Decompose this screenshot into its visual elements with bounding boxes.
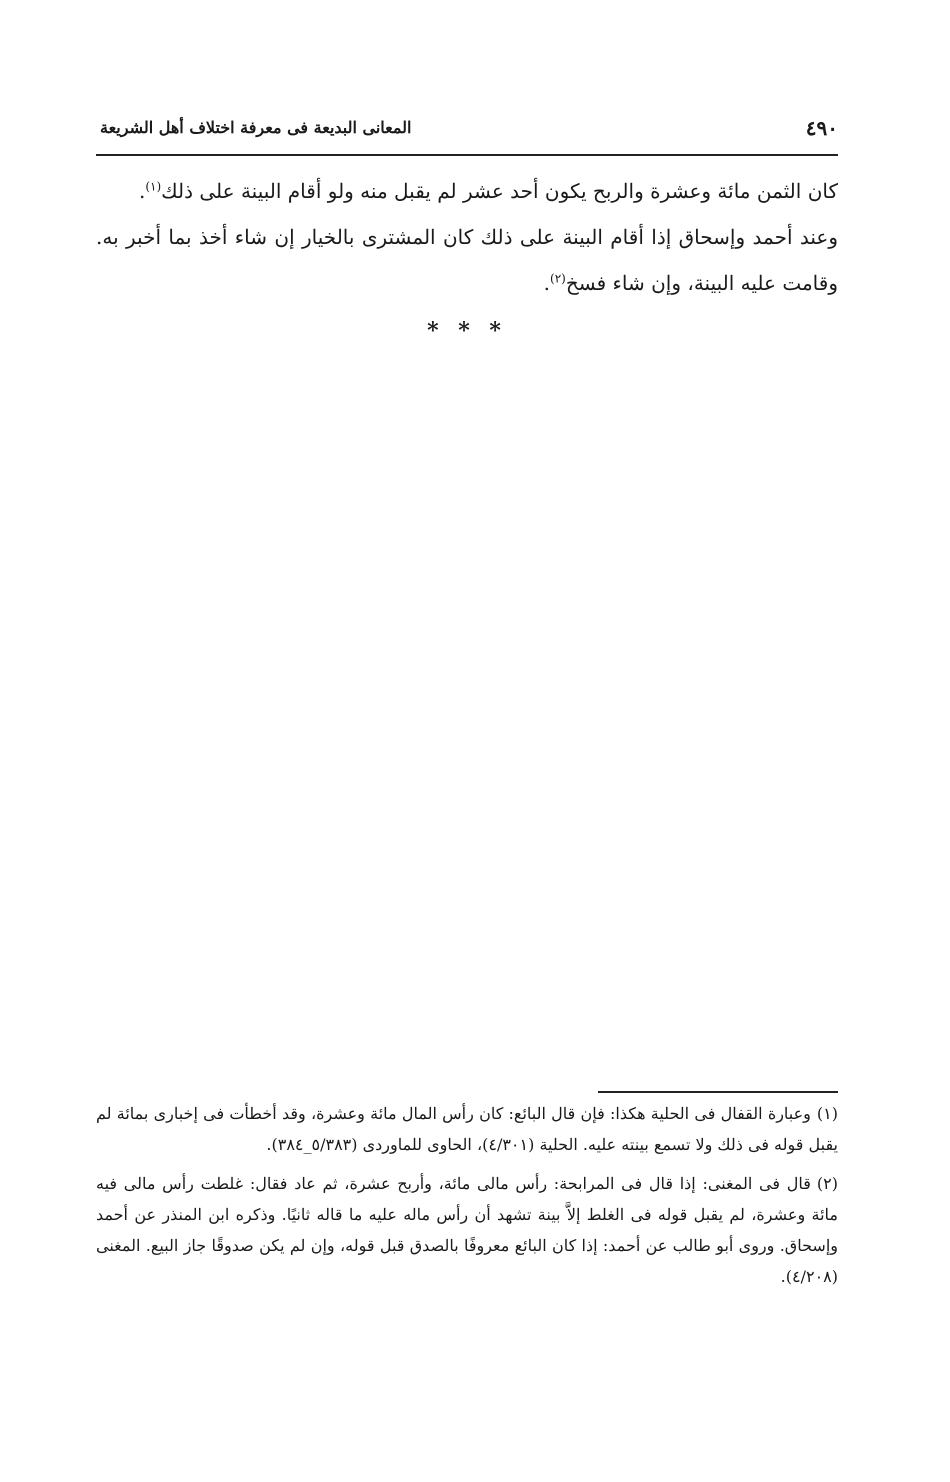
paragraph-1 bbox=[96, 168, 838, 214]
paragraph-2 bbox=[96, 214, 838, 306]
footnote-1-number: (١) bbox=[816, 1104, 838, 1123]
footnote-2 bbox=[96, 1168, 838, 1292]
paragraph-1-text: كان الثمن مائة وعشرة والربح يكون أحد عشر لم يقبل منه ولو أقام البينة على ذلك bbox=[161, 179, 838, 203]
footnote-divider bbox=[598, 1091, 838, 1093]
footnote-2-number: (٢) bbox=[816, 1174, 838, 1193]
footnote-reference-1: (١) bbox=[145, 179, 162, 194]
footnote-reference-2: (٢) bbox=[550, 271, 566, 286]
running-header bbox=[96, 112, 838, 152]
main-text bbox=[96, 168, 838, 306]
page-number: ٤٩٠ bbox=[805, 116, 838, 140]
footnote-1 bbox=[96, 1098, 838, 1160]
book-title: المعانى البديعة فى معرفة اختلاف أهل الشريعة bbox=[100, 118, 412, 137]
paragraph-1-end: . bbox=[138, 179, 146, 203]
paragraph-2-text: وعند أحمد وإسحاق إذا أقام البينة على ذلك كان المشترى بالخيار إن شاء أخذ بما أخبر به. وقامت عليه البينة، وإن شاء فسخ bbox=[96, 225, 838, 295]
footnotes bbox=[96, 1098, 838, 1300]
footnote-1-text: وعبارة القفال فى الحلية هكذا: فإن قال البائع: كان رأس المال مائة وعشرة، وقد أخطأت فى إخبارى بمائة لم يقبل قوله فى ذلك ولا تسمع بينته عليه. الحلية (٤/٣٠١)، الحاوى للماوردى (٥/٣٨٣_٣٨٤). bbox=[96, 1104, 838, 1154]
section-separator: * * * bbox=[427, 318, 507, 344]
paragraph-2-end: . bbox=[543, 271, 550, 295]
header-divider bbox=[96, 154, 838, 156]
footnote-2-text: قال فى المغنى: إذا قال فى المرابحة: رأس مالى مائة، وأربح عشرة، ثم عاد فقال: غلطت رأس مالى فيه مائة وعشرة، لم يقبل قوله فى الغلط إلاَّ بينة تشهد أن رأس ماله عليه ما قاله ثانيًا. وذكره ابن المنذر عن أحمد وإسحاق. وروى أبو طالب عن أحمد: إذا كان البائع معروفًا بالصدق قبل قوله، وإن لم يكن صدوقًا جاز البيع. المغنى (٤/٢٠٨). bbox=[96, 1174, 838, 1286]
